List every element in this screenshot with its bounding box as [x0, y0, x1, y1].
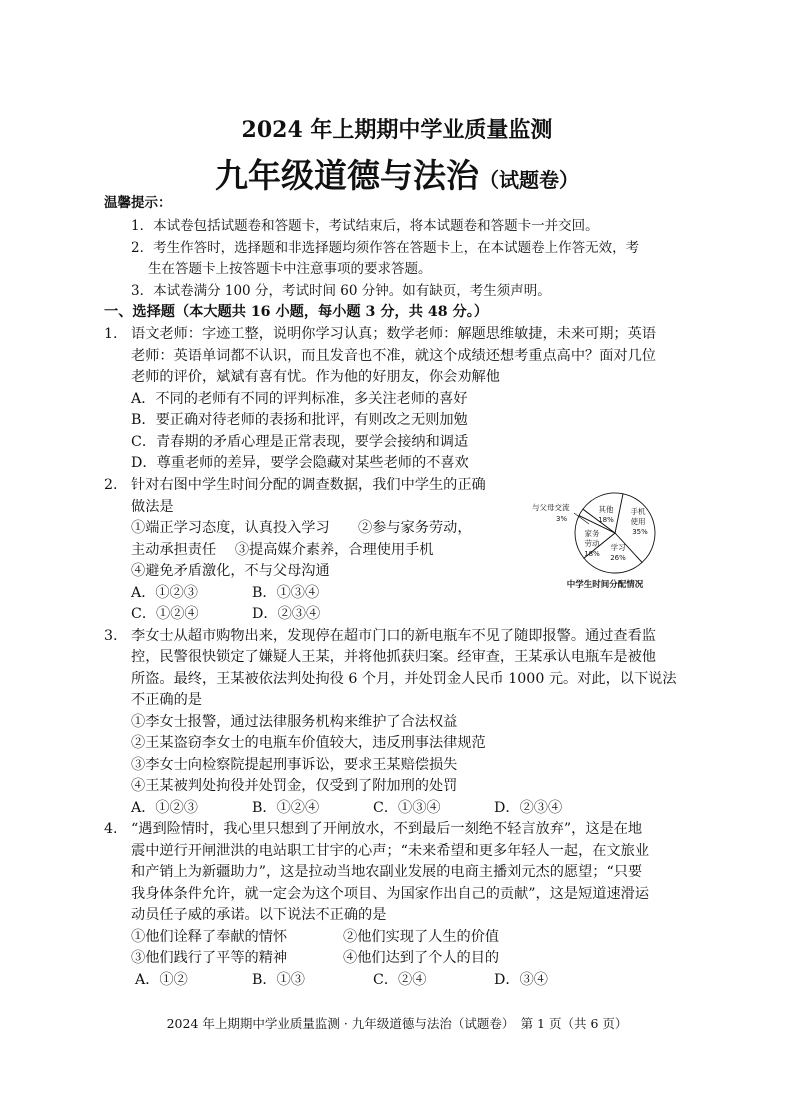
question-number: 3. — [104, 628, 118, 644]
time-allocation-pie-chart — [530, 490, 680, 595]
tips-item: 3．本试卷满分 100 分，考试时间 60 分钟。如有缺页，考生须声明。 — [131, 283, 551, 299]
slice-label-phone-1: 手机 — [630, 507, 646, 516]
question-stem: 语文老师：字迹工整，说明你学习认真；数学老师：解题思维敏捷，未来可期；英语 — [131, 326, 656, 342]
question-stem: ④避免矛盾激化，不与父母沟通 — [131, 563, 330, 579]
option-c: C．①②④ — [131, 606, 199, 622]
option-b: B．①②④ — [252, 800, 320, 816]
chart-title: 中学生时间分配情况 — [566, 580, 644, 590]
subject-title-sub: （试题卷） — [479, 168, 579, 192]
question-stem: 控，民警很快锁定了嫌疑人王某，并将他抓获归案。经审查，王某承认电瓶车是被他 — [131, 649, 656, 665]
question-stem: 针对右图中学生时间分配的调查数据，我们中学生的正确 — [131, 477, 486, 493]
option-a: A．不同的老师有不同的评判标准，多关注老师的喜好 — [131, 391, 468, 407]
option-d: D．尊重老师的差异，要学会隐藏对某些老师的不喜欢 — [131, 455, 469, 471]
statement-item: ①李女士报警，通过法律服务机构来维护了合法权益 — [131, 714, 458, 730]
question-stem: 老师的评价，斌斌有喜有忧。作为他的好朋友，你会劝解他 — [131, 369, 500, 385]
question-stem: 主动承担责任 ③提高媒介素养，合理使用手机 — [131, 542, 434, 558]
question-number: 2. — [104, 477, 118, 493]
tips-item: 2．考生作答时，选择题和非选择题均须作答在答题卡上，在本试题卷上作答无效，考 — [131, 240, 640, 256]
question-stem: 李女士从超市购物出来，发现停在超市门口的新电瓶车不见了随即报警。通过查看监 — [131, 628, 656, 644]
question-stem: 做法是 — [131, 499, 174, 515]
question-stem: 我身体条件允许，就一定会为这个项目、为国家作出自己的贡献”，这是短道速滑运 — [131, 886, 650, 902]
option-a: A．①②③ — [131, 800, 198, 816]
tips-item: 1．本试卷包括试题卷和答题卡，考试结束后，将本试题卷和答题卡一并交回。 — [131, 218, 599, 234]
slice-label-parents: 与父母交流 — [532, 503, 570, 512]
subject-title-main: 九年级道德与法治 — [215, 156, 479, 195]
question-stem: ①端正学习态度，认真投入学习 ②参与家务劳动， — [131, 520, 472, 536]
tips-heading: 温馨提示： — [104, 195, 172, 211]
option-d: D．③④ — [494, 972, 548, 988]
slice-value-housework: 18% — [584, 550, 600, 558]
question-stem: 所盗。最终，王某被依法判处拘役 6 个月，并处罚金人民币 1000 元。对此，以下说法 — [131, 671, 677, 687]
slice-label-housework-2: 劳动 — [584, 539, 600, 548]
option-c: C．青春期的矛盾心理是正常表现，要学会接纳和调适 — [131, 434, 469, 450]
question-stem: 震中逆行开闸泄洪的电站职工甘宇的心声；“未来希望和更多年轻人一起，在文旅业 — [131, 843, 650, 859]
statement-item: ①他们诠释了奉献的情怀 — [131, 929, 288, 945]
tips-item: 生在答题卡上按答题卡中注意事项的要求答题。 — [148, 261, 432, 277]
statement-item: ②他们实现了人生的价值 — [343, 929, 500, 945]
question-stem: 动员任子威的承诺。以下说法不正确的是 — [131, 907, 387, 923]
question-number: 4. — [104, 821, 118, 837]
page-footer: 2024 年上期期中学业质量监测 · 九年级道德与法治（试题卷） 第 1 页（共 6 页） — [166, 1016, 628, 1031]
option-d: D．②③④ — [494, 800, 563, 816]
slice-value-phone: 35% — [632, 528, 648, 536]
exam-title: 2024 年上期期中学业质量监测 — [241, 117, 553, 143]
question-stem: 不正确的是 — [131, 692, 202, 708]
statement-item: ②王某盗窃李女士的电瓶车价值较大，违反刑事法律规范 — [131, 735, 486, 751]
statement-item: ④王某被判处拘役并处罚金，仅受到了附加刑的处罚 — [131, 778, 458, 794]
option-b: B．①③④ — [252, 585, 320, 601]
slice-label-other: 其他 — [598, 505, 614, 514]
statement-item: ③李女士向检察院提起刑事诉讼，要求王某赔偿损失 — [131, 757, 458, 773]
question-stem: 老师：英语单词都不认识，而且发音也不准，就这个成绩还想考重点高中？面对几位 — [131, 348, 656, 364]
section-heading: 一、选择题（本大题共 16 小题，每小题 3 分，共 48 分。） — [104, 304, 489, 320]
option-c: C．②④ — [373, 972, 427, 988]
option-a: A．①② — [135, 972, 188, 988]
statement-item: ④他们达到了个人的目的 — [343, 950, 500, 966]
slice-label-study: 学习 — [610, 543, 626, 552]
option-b: B．①③ — [252, 972, 305, 988]
subject-title — [0, 150, 794, 197]
question-stem: 和产销上为新疆助力”，这是拉动当地农副业发展的电商主播刘元杰的愿望；“只要 — [131, 864, 643, 880]
slice-value-study: 26% — [610, 554, 626, 562]
slice-label-phone-2: 使用 — [630, 517, 646, 526]
statement-item: ③他们践行了平等的精神 — [131, 950, 288, 966]
slice-label-housework-1: 家务 — [584, 529, 600, 538]
question-number: 1. — [104, 326, 118, 342]
question-stem: “遇到险情时，我心里只想到了开闸放水，不到最后一刻绝不轻言放弃”，这是在地 — [131, 821, 643, 837]
option-b: B．要正确对待老师的表扬和批评，有则改之无则加勉 — [131, 412, 468, 428]
slice-value-other: 18% — [598, 516, 614, 524]
option-c: C．①③④ — [373, 800, 441, 816]
option-a: A．①②③ — [131, 585, 198, 601]
slice-value-parents: 3% — [556, 515, 568, 523]
option-d: D．②③④ — [252, 606, 321, 622]
